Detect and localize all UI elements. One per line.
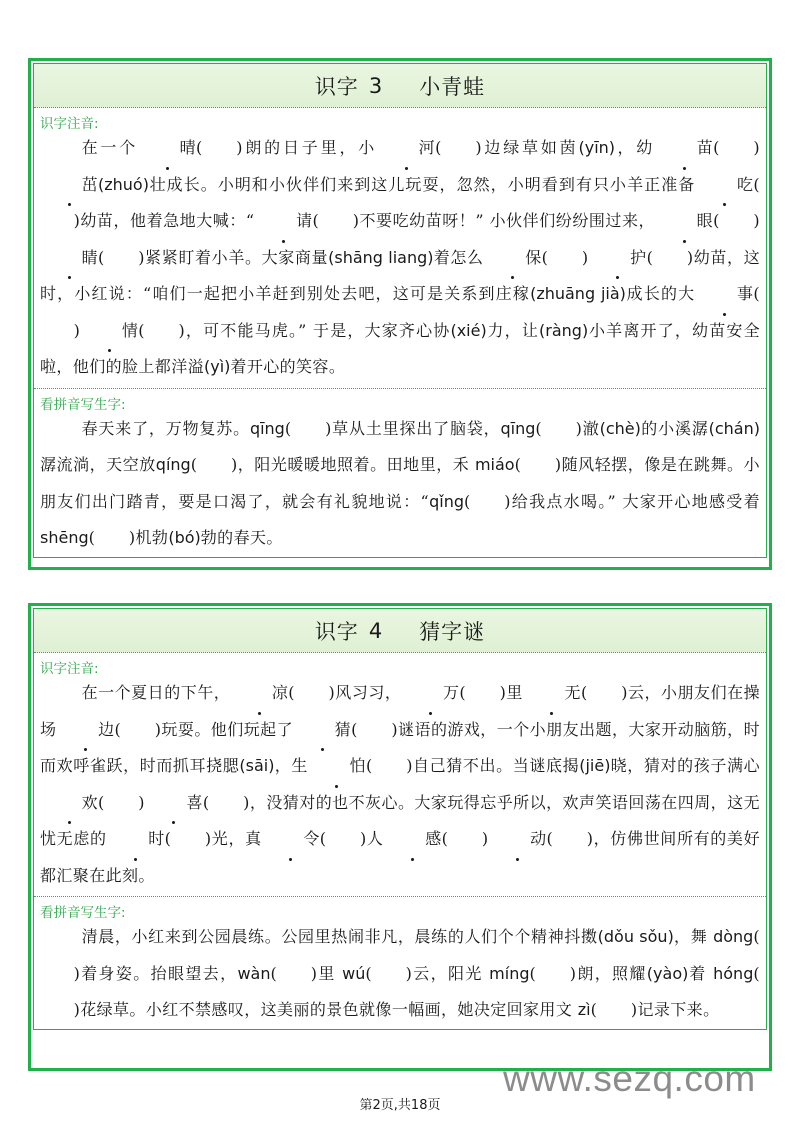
text-run: ( <box>753 174 760 194</box>
text-run: ，生 <box>274 756 308 775</box>
text-run: ( <box>529 963 537 983</box>
text-run: )着身姿。抬眼望去， <box>73 963 238 983</box>
text-run: ( <box>98 792 105 812</box>
target-character: 时 <box>107 821 165 858</box>
text-run: )不要吃幼苗呀！” 小伙伴们纷纷围过来， <box>352 211 656 230</box>
target-character: 喜 <box>145 785 203 822</box>
text-run: )边绿草如茵 <box>475 138 579 157</box>
text-run: ( <box>288 683 295 702</box>
page-indicator: 第2页,共18页 <box>359 1098 441 1113</box>
text-run: ) <box>481 829 489 848</box>
lesson-title-text: 小青蛙 <box>419 74 486 99</box>
target-character: 情 <box>80 313 138 350</box>
target-character: 动 <box>489 821 547 858</box>
text-run: ( <box>435 138 442 157</box>
text-run: ，舞 <box>673 927 714 946</box>
text-run: ( <box>284 418 292 438</box>
text-run: ( <box>365 963 373 983</box>
text-run: )花绿草。小红不禁感叹，这美丽的景色就像一幅画，她决定回家用文 <box>73 1000 578 1019</box>
text-run: 着开心的笑容。 <box>230 357 346 376</box>
text-run: )云，阳光 <box>405 963 490 983</box>
lesson-title <box>34 64 766 108</box>
text-run: )随风轻摆，像是在跳舞。小朋友们出门踏青，要是口渴了，就会有礼貌地说：“ <box>40 455 760 511</box>
pinyin: (sāi) <box>239 756 275 775</box>
text-run: 勃的春天。 <box>200 528 283 547</box>
pinyin: hóng <box>713 963 754 983</box>
text-run: ( <box>88 528 96 547</box>
target-character: 苗 <box>655 130 713 167</box>
pinyin: (shāng liang) <box>328 247 434 267</box>
target-character: 眼 <box>655 203 713 240</box>
pinyin: (yì) <box>204 357 231 376</box>
target-character: 凉 <box>230 675 288 712</box>
text-run: 在一个夏日的下午， <box>81 683 231 702</box>
text-run: )澈 <box>575 418 600 438</box>
pinyin: qīng <box>249 418 285 438</box>
text-run: ) <box>138 247 145 267</box>
text-run: )谜语的游戏，一个小朋友出题，大家开动脑筋，时而欢呼雀跃，时而抓耳挠腮 <box>40 719 761 775</box>
text-run: 壮成长。小明和小伙伴们来到这儿玩耍，忽然，小明看到有只小羊正准备 <box>148 174 696 194</box>
target-character: 边 <box>56 712 114 749</box>
pinyin: (yīn) <box>578 138 616 157</box>
text-run: )给我点水喝。” 大家开心地感受着 <box>504 491 760 511</box>
text-run: 潺流淌，天空放 <box>40 455 156 474</box>
pinyin: qǐng <box>429 491 464 511</box>
text-run: ( <box>312 211 320 230</box>
text-run: )玩耍。他们玩起了 <box>154 719 294 739</box>
text-run: 清晨，小红来到公园晨练。公园里热闹非凡，晨练的人们个个精神抖擞 <box>81 927 598 946</box>
target-character: 吃 <box>695 167 753 204</box>
text-run: )，阳光暖暖地照着。田地里，禾 <box>230 455 475 474</box>
target-character: 无 <box>523 675 581 712</box>
text-run: 春天来了，万物复苏。 <box>81 418 250 438</box>
pinyin: (chán) <box>708 418 760 438</box>
text-run: ，幼 <box>615 138 656 157</box>
target-character: 保 <box>484 240 542 277</box>
target-character: 令 <box>262 821 320 858</box>
text-run: 的小溪潺 <box>640 418 709 438</box>
lesson-card-3 <box>28 58 772 570</box>
lesson-title-prefix: 识字 <box>314 619 359 644</box>
text-run: ( <box>464 491 471 511</box>
text-run: ( <box>441 829 449 848</box>
text-run: ( <box>535 418 543 438</box>
section-label-write: 看拼音写生字: <box>40 396 126 413</box>
text-run: )，没猜对的也不灰心。大家玩得忘乎所以，欢声笑语回荡在四周，这无忧无虑的 <box>40 792 760 848</box>
text-run: ( <box>753 927 760 946</box>
target-character: 护 <box>589 240 647 277</box>
target-character: 事 <box>695 276 753 313</box>
exercise-paragraph[interactable] <box>34 919 766 1029</box>
text-run: 力，让 <box>486 320 540 340</box>
text-run: ( <box>270 963 278 983</box>
target-character: 感 <box>384 821 442 858</box>
text-run: )，仿佛世间所有的美好都汇聚在此刻。 <box>40 829 760 885</box>
text-run: ( <box>459 683 467 702</box>
text-run: )云，小朋友们在操场 <box>40 683 761 739</box>
pinyin: (zhuó) <box>98 174 149 194</box>
text-run: ) <box>753 211 760 230</box>
lesson-title-prefix: 识字 <box>314 74 359 99</box>
exercise-paragraph[interactable] <box>34 130 766 386</box>
text-run: )人 <box>360 829 384 848</box>
section-label-write: 看拼音写生字: <box>40 905 126 921</box>
text-run: )朗的日子里，小 <box>236 138 378 157</box>
lesson-number: 3 <box>368 73 384 98</box>
text-run: 在一个 <box>81 138 139 157</box>
text-run: ) <box>73 320 81 340</box>
pinyin: (jiē) <box>579 756 611 775</box>
text-run: 着怎么 <box>433 247 484 267</box>
text-run: ( <box>138 320 145 340</box>
watermark: www.sezq.com <box>503 1058 756 1099</box>
target-character: 河 <box>377 130 435 167</box>
pinyin: (ràng) <box>539 320 589 340</box>
text-run: ( <box>98 247 105 267</box>
text-run: 紧紧盯着小羊。大家商量 <box>144 247 329 267</box>
text-run: “咱们一起把小羊赶到别处去吧，这可是关系到庄稼 <box>143 284 531 303</box>
text-run: ( <box>114 719 122 739</box>
pinyin: (bó) <box>168 528 201 547</box>
text-run: ( <box>514 455 522 474</box>
lesson-card-4 <box>28 603 772 1071</box>
target-character: 睛 <box>40 240 98 277</box>
pinyin: shēng <box>40 528 89 547</box>
text-run: ( <box>319 829 327 848</box>
text-run: 小羊离开了，幼苗安全啦，他们的脸上都洋溢 <box>40 320 760 376</box>
pinyin: qíng <box>155 455 191 474</box>
text-run: 成长的大 <box>625 284 696 303</box>
text-run: ( <box>351 719 358 739</box>
text-run: ( <box>190 455 198 474</box>
section-label-annotate: 识字注音: <box>40 661 99 677</box>
pinyin: wàn <box>237 963 271 983</box>
target-character: 请 <box>254 203 312 240</box>
pinyin: wú <box>342 963 366 983</box>
target-character: 怕 <box>308 748 366 785</box>
text-run: )朗，照耀 <box>569 963 647 983</box>
text-run: ( <box>541 247 549 267</box>
text-run: ( <box>753 963 761 983</box>
text-run: ) <box>753 138 760 157</box>
pinyin: (dǒu sǒu) <box>597 927 674 946</box>
target-character: 茁 <box>40 167 98 204</box>
lesson-number: 4 <box>368 618 384 643</box>
text-run: ( <box>546 829 554 848</box>
lesson-card-inner <box>33 608 767 1030</box>
text-run: ( <box>580 683 588 702</box>
text-run: )草从土里探出了脑袋， <box>325 418 501 438</box>
text-run: ( <box>202 792 210 812</box>
lesson-card-inner <box>33 63 767 558</box>
text-run: 晓，猜对的孩子满心 <box>610 756 760 775</box>
text-run: ( <box>646 247 654 267</box>
pinyin: qīng <box>500 418 536 438</box>
pinyin: dòng <box>713 927 754 946</box>
text-run: )风习习， <box>328 683 402 702</box>
text-run: ( <box>713 211 720 230</box>
text-run: )幼苗，这时，小红说： <box>40 247 761 303</box>
text-run: ( <box>713 138 720 157</box>
text-run: )里 <box>499 683 523 702</box>
pinyin: (zhuāng jià) <box>530 284 626 303</box>
text-run: 着 <box>688 963 714 983</box>
text-run: )记录下来。 <box>630 1000 720 1019</box>
exercise-paragraph[interactable] <box>34 675 766 894</box>
text-run: )机勃 <box>128 528 169 547</box>
text-run: )幼苗，他着急地大喊：“ <box>73 211 255 230</box>
pinyin: (xié) <box>450 320 487 340</box>
pinyin: (yào) <box>646 963 689 983</box>
text-run: )自己猜不出。当谜底揭 <box>406 756 580 775</box>
text-run: ( <box>164 829 172 848</box>
lesson-title <box>34 609 766 653</box>
text-run: )里 <box>310 963 343 983</box>
text-run: ) <box>138 792 145 812</box>
text-run: )，可不能马虎。” 于是，大家齐心协 <box>178 320 451 340</box>
target-character: 万 <box>401 675 459 712</box>
target-character: 欢 <box>40 785 98 822</box>
text-run: ( <box>196 138 203 157</box>
pinyin: (chè) <box>599 418 641 438</box>
pinyin: míng <box>489 963 530 983</box>
lesson-title-text: 猜字谜 <box>419 619 486 644</box>
section-label-annotate: 识字注音: <box>40 116 99 132</box>
target-character: 晴 <box>138 130 196 167</box>
text-run: ( <box>590 1000 598 1019</box>
text-run: ( <box>365 756 373 775</box>
text-run: ( <box>753 284 761 303</box>
text-run: ) <box>581 247 589 267</box>
exercise-paragraph[interactable] <box>34 411 766 557</box>
pinyin: miáo <box>474 455 515 474</box>
pinyin: zì <box>577 1000 591 1019</box>
target-character: 猜 <box>293 712 351 749</box>
text-run: )光，真 <box>204 829 262 848</box>
